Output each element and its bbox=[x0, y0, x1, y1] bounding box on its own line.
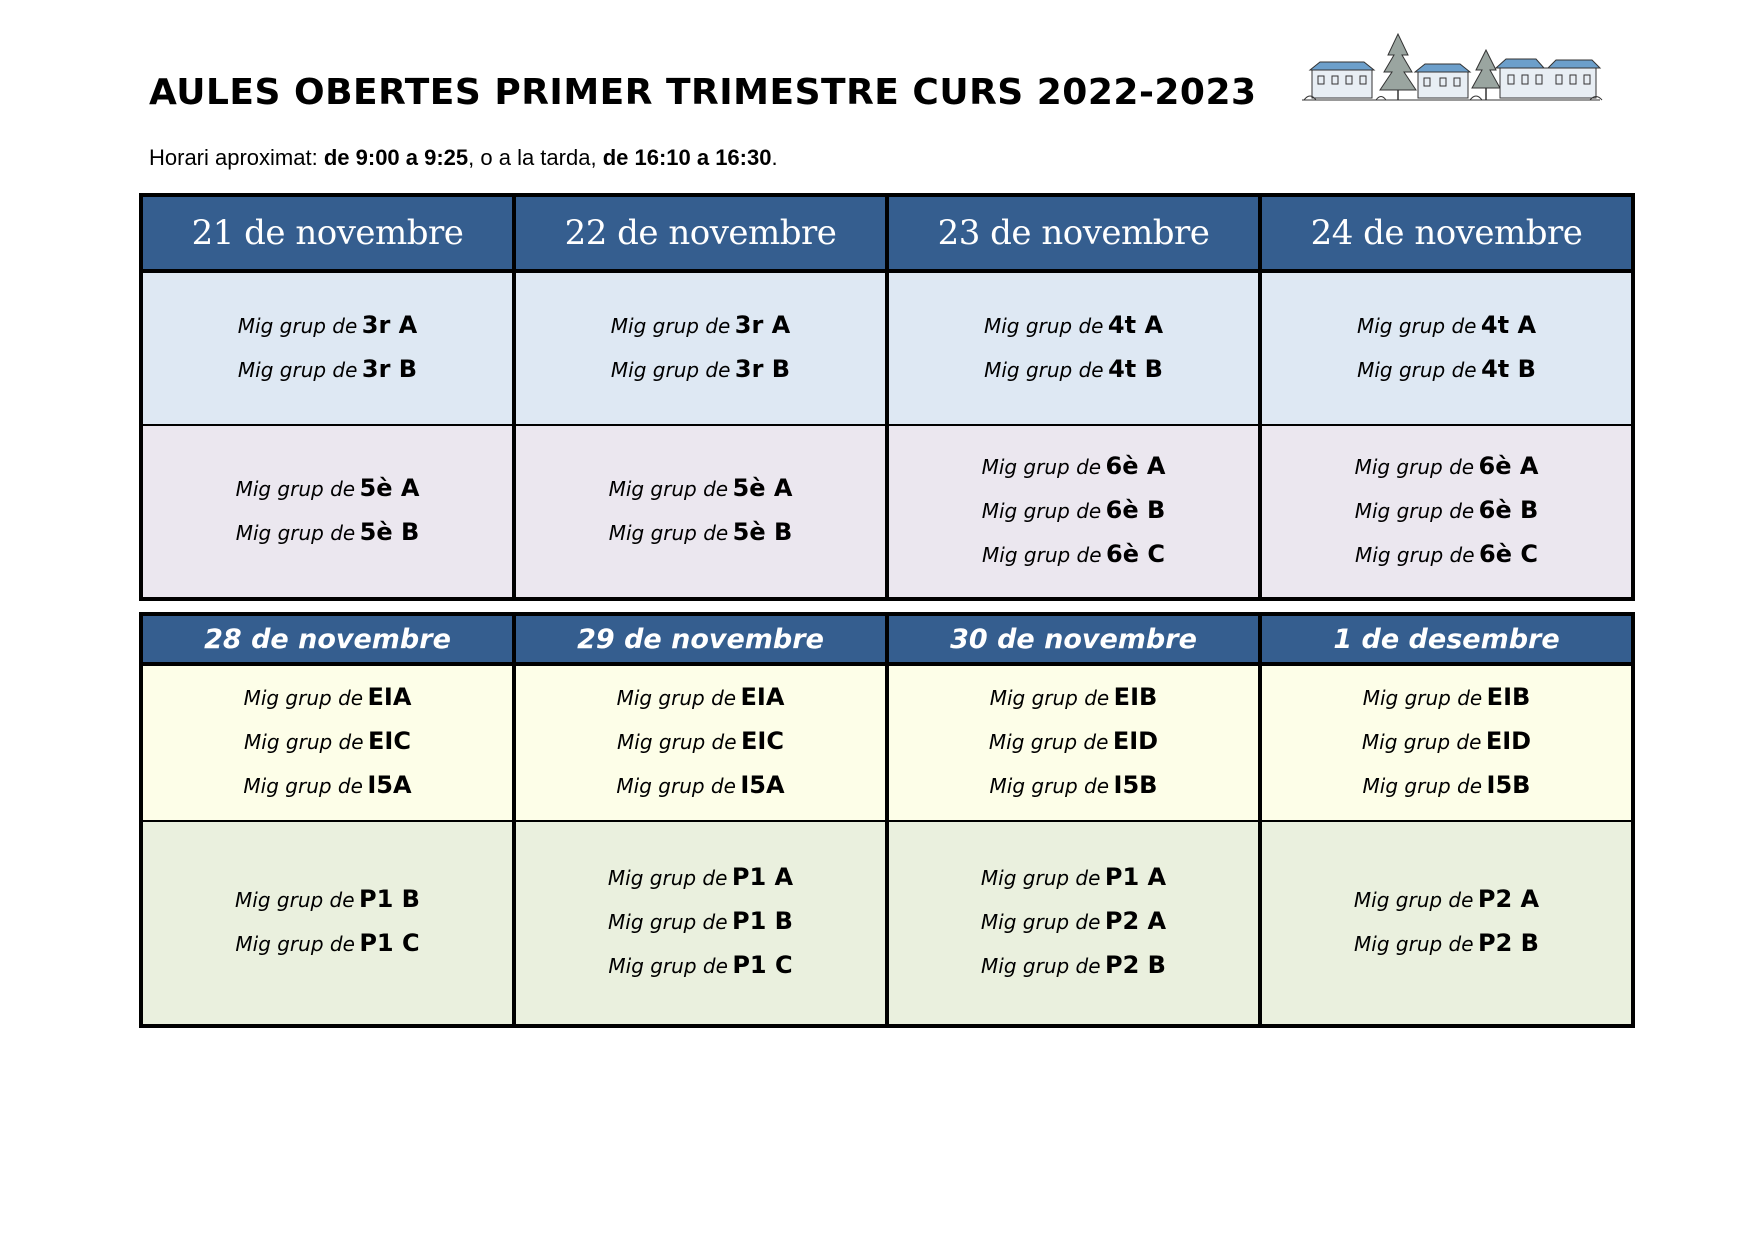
group-prefix: Mig grup de bbox=[1356, 313, 1477, 338]
table-row bbox=[141, 664, 1633, 821]
group-line bbox=[1262, 721, 1631, 765]
group-prefix: Mig grup de bbox=[1357, 357, 1477, 382]
group-line bbox=[143, 305, 512, 349]
group-line bbox=[143, 512, 512, 556]
group-line bbox=[889, 677, 1258, 721]
group-prefix: Mig grup de bbox=[1362, 686, 1483, 710]
schedule-morning: de 9:00 a 9:25 bbox=[323, 145, 469, 170]
group-line bbox=[889, 490, 1258, 534]
group-prefix: Mig grup de bbox=[988, 730, 1109, 754]
group-name: 3r B bbox=[734, 354, 791, 383]
group-name: 4t A bbox=[1480, 310, 1537, 339]
group-prefix: Mig grup de bbox=[235, 932, 355, 956]
group-prefix: Mig grup de bbox=[981, 498, 1102, 523]
group-name: 5è A bbox=[359, 473, 420, 502]
group-line bbox=[1262, 879, 1631, 923]
group-name: 6è A bbox=[1105, 451, 1166, 480]
group-prefix: Mig grup de bbox=[610, 357, 731, 382]
group-name: I5B bbox=[1486, 771, 1531, 799]
group-line bbox=[143, 879, 512, 923]
group-name: 4t B bbox=[1108, 354, 1163, 383]
group-name: EIA bbox=[367, 683, 412, 711]
group-name: 5è B bbox=[732, 517, 793, 546]
group-prefix: Mig grup de bbox=[989, 686, 1110, 710]
group-name: 3r A bbox=[361, 310, 418, 339]
date-header: 23 de novembre bbox=[887, 195, 1260, 271]
group-cell bbox=[514, 271, 887, 425]
date-header: 30 de novembre bbox=[887, 614, 1260, 664]
group-name: 3r B bbox=[361, 354, 418, 383]
group-name: EIB bbox=[1486, 683, 1531, 711]
schedule-middle: , o a la tarda, bbox=[468, 145, 603, 170]
group-prefix: Mig grup de bbox=[243, 774, 363, 798]
group-prefix: Mig grup de bbox=[608, 476, 729, 501]
group-cell bbox=[887, 271, 1260, 425]
group-cell bbox=[1260, 271, 1633, 425]
group-cell bbox=[514, 425, 887, 599]
group-name: P1 A bbox=[1104, 863, 1167, 891]
schedule-suffix: . bbox=[771, 145, 778, 170]
group-name: P2 B bbox=[1478, 929, 1539, 957]
group-prefix: Mig grup de bbox=[616, 686, 737, 710]
date-header: 1 de desembre bbox=[1260, 614, 1633, 664]
page-title: AULES OBERTES PRIMER TRIMESTRE CURS 2022-2023 bbox=[149, 72, 1257, 113]
group-line bbox=[516, 512, 885, 556]
group-cell bbox=[1260, 821, 1633, 1026]
group-cell bbox=[887, 664, 1260, 821]
group-prefix: Mig grup de bbox=[984, 357, 1104, 382]
group-name: EIC bbox=[741, 727, 784, 755]
group-line bbox=[1262, 305, 1631, 349]
schedule-afternoon: de 16:10 a 16:30 bbox=[602, 145, 772, 170]
group-cell bbox=[141, 271, 514, 425]
date-header: 29 de novembre bbox=[514, 614, 887, 664]
group-name: 4t B bbox=[1481, 354, 1536, 383]
group-line bbox=[1262, 446, 1631, 490]
group-prefix: Mig grup de bbox=[608, 954, 728, 978]
group-prefix: Mig grup de bbox=[1354, 932, 1474, 956]
group-line bbox=[889, 305, 1258, 349]
group-prefix: Mig grup de bbox=[237, 313, 358, 338]
week1-table bbox=[139, 193, 1635, 601]
group-cell bbox=[514, 664, 887, 821]
group-prefix: Mig grup de bbox=[235, 476, 356, 501]
group-line bbox=[516, 721, 885, 765]
group-name: P2 A bbox=[1477, 885, 1540, 913]
group-name: P2 B bbox=[1105, 951, 1166, 979]
group-cell bbox=[141, 425, 514, 599]
group-name: P1 B bbox=[359, 885, 420, 913]
group-prefix: Mig grup de bbox=[235, 888, 355, 912]
group-line bbox=[143, 721, 512, 765]
group-line bbox=[889, 901, 1258, 945]
group-line bbox=[143, 677, 512, 721]
group-prefix: Mig grup de bbox=[617, 730, 737, 754]
group-line bbox=[516, 857, 885, 901]
group-name: I5A bbox=[740, 771, 785, 799]
group-name: 6è C bbox=[1479, 539, 1538, 568]
group-line bbox=[1262, 349, 1631, 393]
group-name: 3r A bbox=[734, 310, 791, 339]
group-name: P1 C bbox=[732, 951, 793, 979]
group-name: EIB bbox=[1113, 683, 1158, 711]
group-line bbox=[143, 765, 512, 809]
group-line bbox=[516, 305, 885, 349]
group-line bbox=[889, 446, 1258, 490]
group-line bbox=[516, 765, 885, 809]
group-line bbox=[889, 765, 1258, 809]
group-prefix: Mig grup de bbox=[1354, 454, 1475, 479]
table-row bbox=[141, 425, 1633, 599]
group-prefix: Mig grup de bbox=[983, 313, 1104, 338]
group-name: P1 B bbox=[732, 907, 793, 935]
group-name: P2 A bbox=[1104, 907, 1167, 935]
date-header: 24 de novembre bbox=[1260, 195, 1633, 271]
date-header: 22 de novembre bbox=[514, 195, 887, 271]
group-line bbox=[1262, 765, 1631, 809]
group-prefix: Mig grup de bbox=[1362, 774, 1483, 798]
group-cell bbox=[1260, 664, 1633, 821]
group-prefix: Mig grup de bbox=[607, 866, 728, 890]
group-line bbox=[1262, 534, 1631, 578]
group-prefix: Mig grup de bbox=[243, 686, 364, 710]
school-buildings-logo bbox=[1300, 30, 1605, 110]
group-prefix: Mig grup de bbox=[980, 866, 1101, 890]
group-name: 6è C bbox=[1106, 539, 1165, 568]
group-prefix: Mig grup de bbox=[982, 542, 1102, 567]
week2-header-row bbox=[141, 614, 1633, 664]
group-prefix: Mig grup de bbox=[616, 774, 736, 798]
group-name: 6è B bbox=[1478, 495, 1539, 524]
group-cell bbox=[514, 821, 887, 1026]
group-prefix: Mig grup de bbox=[608, 910, 728, 934]
group-name: 6è B bbox=[1105, 495, 1166, 524]
group-name: EID bbox=[1112, 727, 1159, 755]
group-prefix: Mig grup de bbox=[1353, 888, 1474, 912]
group-name: I5A bbox=[367, 771, 412, 799]
group-line bbox=[516, 945, 885, 989]
schedule-prefix: Horari aproximat: bbox=[149, 145, 324, 170]
group-prefix: Mig grup de bbox=[1354, 498, 1475, 523]
group-line bbox=[143, 923, 512, 967]
group-name: EID bbox=[1485, 727, 1532, 755]
group-line bbox=[889, 534, 1258, 578]
group-cell bbox=[1260, 425, 1633, 599]
group-prefix: Mig grup de bbox=[981, 954, 1101, 978]
group-name: 5è B bbox=[359, 517, 420, 546]
table-row bbox=[141, 271, 1633, 425]
group-prefix: Mig grup de bbox=[989, 774, 1110, 798]
group-cell bbox=[887, 821, 1260, 1026]
group-line bbox=[1262, 923, 1631, 967]
group-line bbox=[889, 945, 1258, 989]
group-line bbox=[1262, 490, 1631, 534]
group-prefix: Mig grup de bbox=[1361, 730, 1482, 754]
group-prefix: Mig grup de bbox=[244, 730, 364, 754]
group-line bbox=[143, 468, 512, 512]
group-name: P1 C bbox=[359, 929, 420, 957]
group-name: 6è A bbox=[1478, 451, 1539, 480]
group-prefix: Mig grup de bbox=[235, 520, 356, 545]
group-prefix: Mig grup de bbox=[981, 454, 1102, 479]
group-prefix: Mig grup de bbox=[610, 313, 731, 338]
group-name: EIA bbox=[740, 683, 785, 711]
group-line bbox=[516, 349, 885, 393]
group-prefix: Mig grup de bbox=[608, 520, 729, 545]
group-prefix: Mig grup de bbox=[980, 910, 1101, 934]
group-prefix: Mig grup de bbox=[1355, 542, 1475, 567]
group-name: EIC bbox=[368, 727, 411, 755]
group-name: 4t A bbox=[1107, 310, 1164, 339]
group-line bbox=[516, 468, 885, 512]
group-cell bbox=[141, 664, 514, 821]
group-line bbox=[889, 721, 1258, 765]
date-header: 28 de novembre bbox=[141, 614, 514, 664]
group-line bbox=[889, 349, 1258, 393]
group-line bbox=[143, 349, 512, 393]
schedule-note bbox=[149, 145, 778, 171]
week1-header-row bbox=[141, 195, 1633, 271]
group-prefix: Mig grup de bbox=[237, 357, 358, 382]
group-name: 5è A bbox=[732, 473, 793, 502]
group-line bbox=[516, 677, 885, 721]
group-name: P1 A bbox=[731, 863, 794, 891]
week2-table bbox=[139, 612, 1635, 1028]
group-name: I5B bbox=[1113, 771, 1158, 799]
table-row bbox=[141, 821, 1633, 1026]
group-line bbox=[1262, 677, 1631, 721]
date-header: 21 de novembre bbox=[141, 195, 514, 271]
group-line bbox=[889, 857, 1258, 901]
group-cell bbox=[887, 425, 1260, 599]
group-cell bbox=[141, 821, 514, 1026]
group-line bbox=[516, 901, 885, 945]
